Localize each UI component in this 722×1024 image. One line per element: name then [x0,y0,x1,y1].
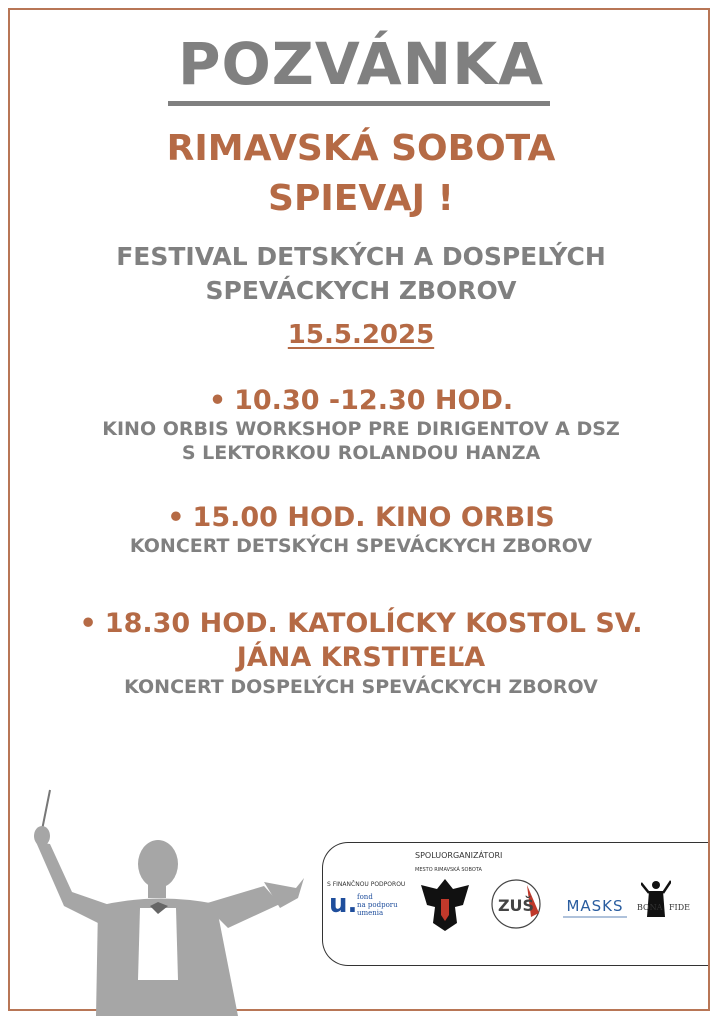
town-label: MESTO RIMAVSKÁ SOBOTA [415,867,482,873]
headline-festival: SPIEVAJ ! [268,178,454,219]
fpu-logo-mark: u. [329,889,358,919]
bullet: • [79,608,97,639]
headline-town: RIMAVSKÁ SOBOTA [166,128,556,169]
sponsors-heading: SPOLUORGANIZÁTORI [415,851,503,860]
masks-logo-icon [559,891,631,921]
zus-logo-icon [487,873,545,931]
fpu-text-1: fond [357,893,373,901]
eagle-crest-icon [419,875,471,933]
event-date: 15.5.2025 [287,320,435,350]
event-3-detail-1: KONCERT DOSPELÝCH SPEVÁCKYCH ZBOROV [124,676,598,698]
bona-fide-conductor-icon [641,879,671,919]
subtitle-line-2: SPEVÁCKYCH ZBOROV [205,276,517,305]
event-1-detail-1: KINO ORBIS WORKSHOP PRE DIRIGENTOV A DSZ [102,418,620,440]
conductor-silhouette-icon [28,784,310,1016]
title-underline [168,101,550,106]
fide-text: FIDE [669,903,690,912]
bullet: • [208,385,227,416]
event-2-time [0,502,722,533]
fpu-text-3: umenia [357,909,384,917]
event-2-detail-1: KONCERT DETSKÝCH SPEVÁCKYCH ZBOROV [129,535,593,557]
bullet: • [167,502,185,533]
event-1-time-text: 10.30 -12.30 HOD. [234,385,514,416]
fpu-label: S FINANČNOU PODPOROU [327,881,406,888]
page-title: POZVÁNKA [177,30,545,98]
event-3-time-text: 18.30 HOD. KATOLÍCKY KOSTOL SV. [104,608,643,639]
fpu-text-2: na podporu [357,901,398,909]
event-2-time-text: 15.00 HOD. KINO ORBIS [192,502,555,533]
zus-text: ZUŠ [497,896,535,915]
bona-text: BONA [637,903,663,912]
sponsors-panel [322,842,708,966]
subtitle-line-1: FESTIVAL DETSKÝCH A DOSPELÝCH [116,242,606,271]
event-1-detail-2: S LEKTORKOU ROLANDOU HANZA [181,442,541,464]
event-3-time [0,608,722,639]
event-3-venue: JÁNA KRSTITEĽA [236,642,486,673]
masks-text: MASKS [566,897,624,915]
event-1-time [0,385,722,416]
fpu-logo-text [357,893,398,917]
